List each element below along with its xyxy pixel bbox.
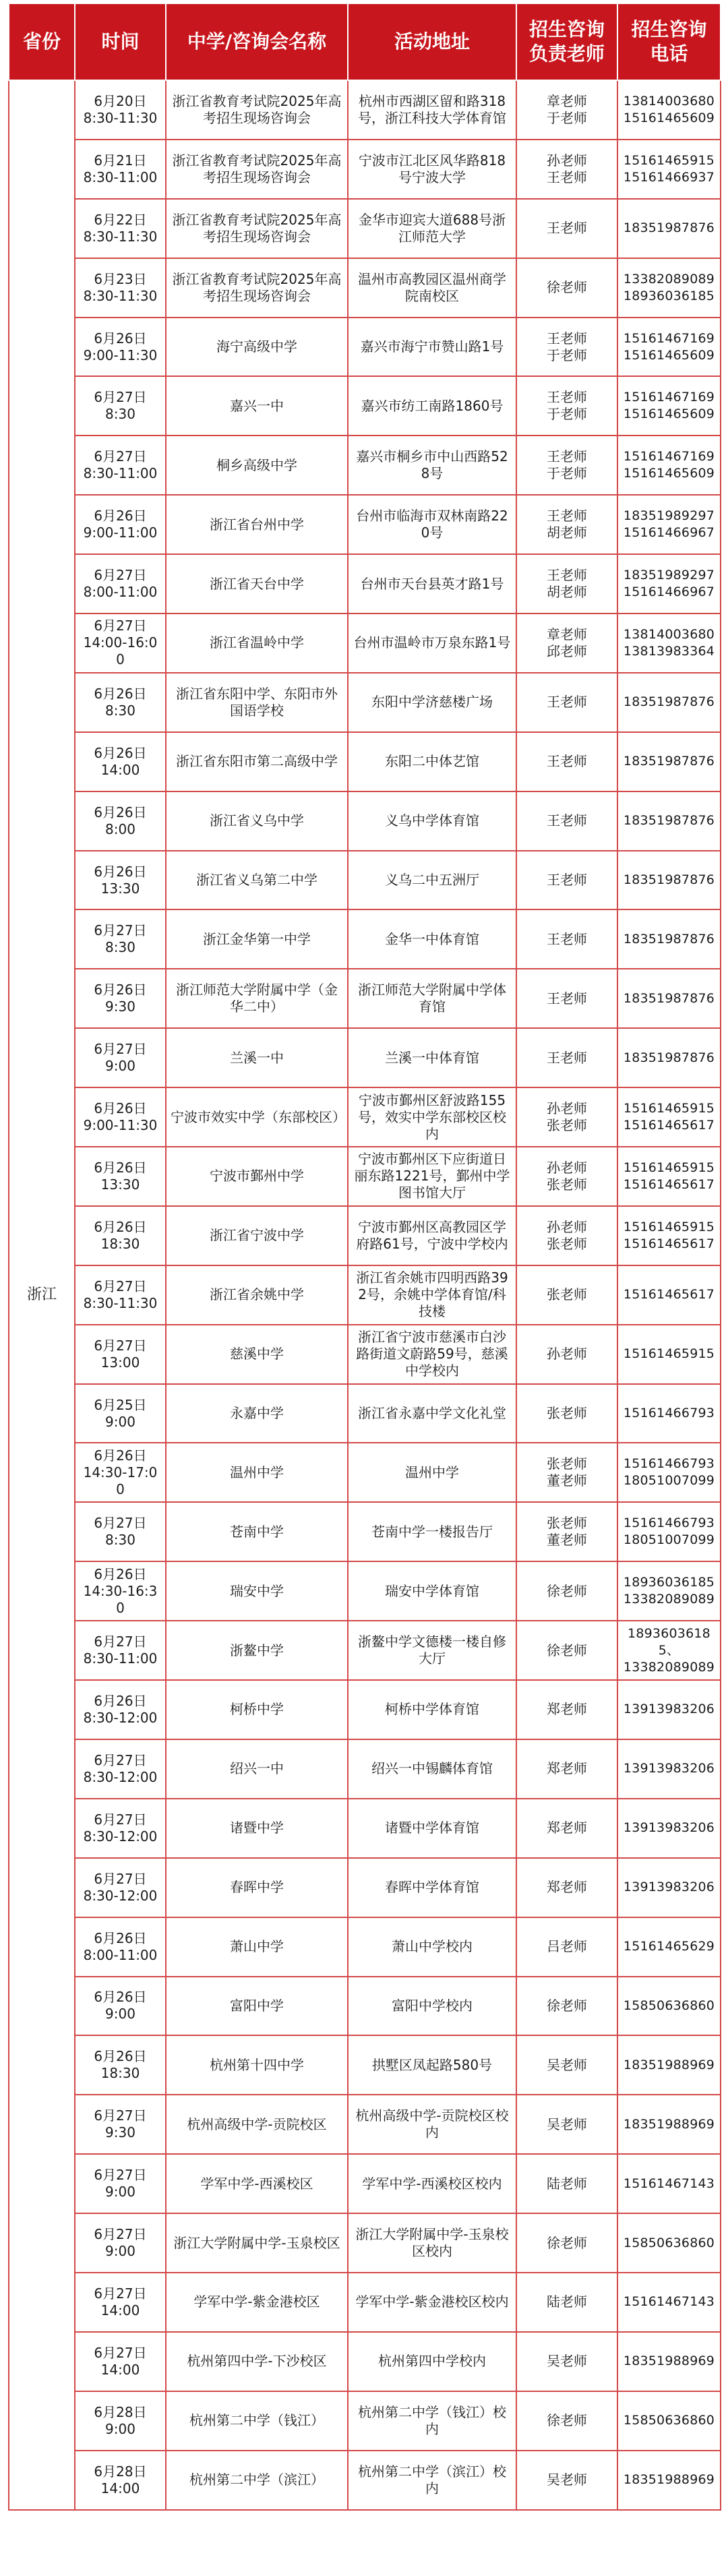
time-cell: 6月27日 8:30-12:00 bbox=[75, 1799, 166, 1858]
time-cell: 6月26日 18:30 bbox=[75, 2035, 166, 2095]
phone-cell: 15161465915 15161465617 bbox=[617, 1147, 721, 1206]
table-row bbox=[9, 613, 721, 673]
phone-cell: 15161466793 bbox=[617, 1384, 721, 1443]
address-cell: 学军中学-西溪校区校内 bbox=[348, 2154, 516, 2213]
teacher-cell: 吴老师 bbox=[516, 2332, 617, 2391]
teacher-cell: 王老师 bbox=[516, 969, 617, 1028]
phone-cell: 15161466793 18051007099 bbox=[617, 1502, 721, 1561]
address-cell: 浙江大学附属中学-玉泉校区校内 bbox=[348, 2213, 516, 2273]
school-cell: 杭州高级中学-贡院校区 bbox=[166, 2095, 348, 2154]
time-cell: 6月28日 9:00 bbox=[75, 2391, 166, 2451]
school-cell: 柯桥中学 bbox=[166, 1680, 348, 1739]
table-row bbox=[9, 2332, 721, 2391]
teacher-cell: 孙老师 张老师 bbox=[516, 1087, 617, 1147]
address-cell: 富阳中学校内 bbox=[348, 1977, 516, 2036]
table-row bbox=[9, 732, 721, 791]
phone-cell: 13382089089 18936036185 bbox=[617, 258, 721, 318]
table-row bbox=[9, 1443, 721, 1502]
phone-cell: 15161465915 bbox=[617, 1325, 721, 1384]
table-row bbox=[9, 2154, 721, 2213]
time-cell: 6月21日 8:30-11:00 bbox=[75, 140, 166, 199]
table-row bbox=[9, 2213, 721, 2273]
teacher-cell: 孙老师 张老师 bbox=[516, 1147, 617, 1206]
teacher-cell: 郑老师 bbox=[516, 1739, 617, 1799]
teacher-cell: 章老师 邱老师 bbox=[516, 613, 617, 673]
school-cell: 浙江省教育考试院2025年高考招生现场咨询会 bbox=[166, 80, 348, 140]
phone-cell: 18351988969 bbox=[617, 2035, 721, 2095]
time-cell: 6月26日 8:00-11:00 bbox=[75, 1917, 166, 1977]
address-cell: 浙江省宁波市慈溪市白沙路街道文蔚路59号，慈溪中学校内 bbox=[348, 1325, 516, 1384]
time-cell: 6月27日 9:30 bbox=[75, 2095, 166, 2154]
teacher-cell: 张老师 bbox=[516, 1384, 617, 1443]
phone-cell: 18351988969 bbox=[617, 2332, 721, 2391]
address-cell: 义乌中学体育馆 bbox=[348, 791, 516, 851]
phone-cell: 15161467169 15161465609 bbox=[617, 318, 721, 377]
table-row bbox=[9, 554, 721, 613]
time-cell: 6月28日 14:00 bbox=[75, 2451, 166, 2510]
header-address: 活动地址 bbox=[348, 3, 516, 80]
phone-cell: 13913983206 bbox=[617, 1739, 721, 1799]
teacher-cell: 张老师 董老师 bbox=[516, 1443, 617, 1502]
table-row bbox=[9, 318, 721, 377]
school-cell: 永嘉中学 bbox=[166, 1384, 348, 1443]
table-row bbox=[9, 1087, 721, 1147]
teacher-cell: 王老师 bbox=[516, 732, 617, 791]
time-cell: 6月27日 8:30 bbox=[75, 1502, 166, 1561]
school-cell: 宁波市鄞州中学 bbox=[166, 1147, 348, 1206]
school-cell: 杭州第四中学-下沙校区 bbox=[166, 2332, 348, 2391]
time-cell: 6月27日 14:00-16:00 bbox=[75, 613, 166, 673]
phone-cell: 13814003680 13813983364 bbox=[617, 613, 721, 673]
address-cell: 浙江省永嘉中学文化礼堂 bbox=[348, 1384, 516, 1443]
address-cell: 杭州第二中学（滨江）校内 bbox=[348, 2451, 516, 2510]
table-row bbox=[9, 258, 721, 318]
header-time: 时间 bbox=[75, 3, 166, 80]
table-row bbox=[9, 1739, 721, 1799]
address-cell: 春晖中学体育馆 bbox=[348, 1858, 516, 1917]
phone-cell: 15161465629 bbox=[617, 1917, 721, 1977]
address-cell: 宁波市江北区风华路818号宁波大学 bbox=[348, 140, 516, 199]
table-row bbox=[9, 199, 721, 258]
time-cell: 6月26日 14:00 bbox=[75, 732, 166, 791]
teacher-cell: 王老师 于老师 bbox=[516, 436, 617, 495]
teacher-cell: 王老师 于老师 bbox=[516, 376, 617, 436]
address-cell: 杭州第二中学（钱江）校内 bbox=[348, 2391, 516, 2451]
phone-cell: 13814003680 15161465609 bbox=[617, 80, 721, 140]
school-cell: 绍兴一中 bbox=[166, 1739, 348, 1799]
school-cell: 浙江大学附属中学-玉泉校区 bbox=[166, 2213, 348, 2273]
teacher-cell: 陆老师 bbox=[516, 2273, 617, 2332]
table-row bbox=[9, 2095, 721, 2154]
address-cell: 温州市高教园区温州商学院南校区 bbox=[348, 258, 516, 318]
table-header-row bbox=[9, 3, 721, 80]
school-cell: 杭州第十四中学 bbox=[166, 2035, 348, 2095]
school-cell: 浙江省东阳市第二高级中学 bbox=[166, 732, 348, 791]
school-cell: 学军中学-西溪校区 bbox=[166, 2154, 348, 2213]
time-cell: 6月26日 9:00-11:30 bbox=[75, 1087, 166, 1147]
teacher-cell: 王老师 bbox=[516, 791, 617, 851]
time-cell: 6月26日 13:30 bbox=[75, 1147, 166, 1206]
address-cell: 杭州高级中学-贡院校区校内 bbox=[348, 2095, 516, 2154]
teacher-cell: 王老师 bbox=[516, 199, 617, 258]
teacher-cell: 孙老师 张老师 bbox=[516, 1206, 617, 1265]
table-row bbox=[9, 851, 721, 910]
teacher-cell: 徐老师 bbox=[516, 2391, 617, 2451]
time-cell: 6月27日 8:30-11:30 bbox=[75, 1265, 166, 1325]
teacher-cell: 王老师 bbox=[516, 909, 617, 969]
phone-cell: 18936036185 13382089089 bbox=[617, 1561, 721, 1621]
time-cell: 6月26日 8:30 bbox=[75, 673, 166, 732]
table-body bbox=[9, 80, 721, 2510]
address-cell: 兰溪一中体育馆 bbox=[348, 1028, 516, 1087]
table-row bbox=[9, 1206, 721, 1265]
phone-cell: 13913983206 bbox=[617, 1858, 721, 1917]
phone-cell: 18351987876 bbox=[617, 199, 721, 258]
address-cell: 义乌二中五洲厅 bbox=[348, 851, 516, 910]
time-cell: 6月26日 14:30-17:00 bbox=[75, 1443, 166, 1502]
time-cell: 6月27日 9:00 bbox=[75, 1028, 166, 1087]
teacher-cell: 徐老师 bbox=[516, 1561, 617, 1621]
school-cell: 浙江金华第一中学 bbox=[166, 909, 348, 969]
school-cell: 浙江省宁波中学 bbox=[166, 1206, 348, 1265]
table-row bbox=[9, 1147, 721, 1206]
school-cell: 杭州第二中学（滨江） bbox=[166, 2451, 348, 2510]
teacher-cell: 张老师 董老师 bbox=[516, 1502, 617, 1561]
address-cell: 杭州第四中学校内 bbox=[348, 2332, 516, 2391]
phone-cell: 18936036185、 13382089089 bbox=[617, 1621, 721, 1680]
table-row bbox=[9, 909, 721, 969]
table-row bbox=[9, 1561, 721, 1621]
table-row bbox=[9, 1680, 721, 1739]
phone-cell: 15850636860 bbox=[617, 1977, 721, 2036]
table-row bbox=[9, 1858, 721, 1917]
teacher-cell: 徐老师 bbox=[516, 1621, 617, 1680]
table-row bbox=[9, 1977, 721, 2036]
school-cell: 浙江省温岭中学 bbox=[166, 613, 348, 673]
address-cell: 嘉兴市桐乡市中山西路528号 bbox=[348, 436, 516, 495]
table-row bbox=[9, 140, 721, 199]
teacher-cell: 吕老师 bbox=[516, 1917, 617, 1977]
teacher-cell: 吴老师 bbox=[516, 2095, 617, 2154]
time-cell: 6月22日 8:30-11:30 bbox=[75, 199, 166, 258]
phone-cell: 18351987876 bbox=[617, 851, 721, 910]
teacher-cell: 孙老师 王老师 bbox=[516, 140, 617, 199]
phone-cell: 15161465617 bbox=[617, 1265, 721, 1325]
address-cell: 瑞安中学体育馆 bbox=[348, 1561, 516, 1621]
header-province: 省份 bbox=[9, 3, 75, 80]
table-row bbox=[9, 2451, 721, 2510]
time-cell: 6月20日 8:30-11:30 bbox=[75, 80, 166, 140]
teacher-cell: 徐老师 bbox=[516, 258, 617, 318]
phone-cell: 18351987876 bbox=[617, 791, 721, 851]
address-cell: 金华市迎宾大道688号浙江师范大学 bbox=[348, 199, 516, 258]
phone-cell: 18351988969 bbox=[617, 2451, 721, 2510]
school-cell: 富阳中学 bbox=[166, 1977, 348, 2036]
address-cell: 诸暨中学体育馆 bbox=[348, 1799, 516, 1858]
teacher-cell: 郑老师 bbox=[516, 1799, 617, 1858]
teacher-cell: 郑老师 bbox=[516, 1858, 617, 1917]
address-cell: 浙江师范大学附属中学体育馆 bbox=[348, 969, 516, 1028]
school-cell: 浙江省东阳中学、东阳市外国语学校 bbox=[166, 673, 348, 732]
time-cell: 6月27日 8:30-11:00 bbox=[75, 436, 166, 495]
table-row bbox=[9, 1502, 721, 1561]
time-cell: 6月26日 13:30 bbox=[75, 851, 166, 910]
table-row bbox=[9, 1384, 721, 1443]
time-cell: 6月27日 8:30 bbox=[75, 909, 166, 969]
time-cell: 6月27日 14:00 bbox=[75, 2273, 166, 2332]
phone-cell: 15161465915 15161465617 bbox=[617, 1206, 721, 1265]
phone-cell: 15161467143 bbox=[617, 2154, 721, 2213]
phone-cell: 15161467169 15161465609 bbox=[617, 436, 721, 495]
phone-cell: 18351987876 bbox=[617, 1028, 721, 1087]
phone-cell: 15161465915 15161466937 bbox=[617, 140, 721, 199]
school-cell: 嘉兴一中 bbox=[166, 376, 348, 436]
address-cell: 台州市天台县英才路1号 bbox=[348, 554, 516, 613]
phone-cell: 15161466793 18051007099 bbox=[617, 1443, 721, 1502]
header-phone: 招生咨询 电话 bbox=[617, 3, 721, 80]
teacher-cell: 吴老师 bbox=[516, 2035, 617, 2095]
address-cell: 宁波市鄞州区下应街道日丽东路1221号，鄞州中学图书馆大厅 bbox=[348, 1147, 516, 1206]
address-cell: 拱墅区凤起路580号 bbox=[348, 2035, 516, 2095]
teacher-cell: 徐老师 bbox=[516, 1977, 617, 2036]
school-cell: 学军中学-紫金港校区 bbox=[166, 2273, 348, 2332]
table-row bbox=[9, 2391, 721, 2451]
time-cell: 6月27日 13:00 bbox=[75, 1325, 166, 1384]
time-cell: 6月27日 8:30-12:00 bbox=[75, 1739, 166, 1799]
time-cell: 6月27日 9:00 bbox=[75, 2154, 166, 2213]
address-cell: 宁波市鄞州区舒波路155号，效实中学东部校区校内 bbox=[348, 1087, 516, 1147]
teacher-cell: 张老师 bbox=[516, 1265, 617, 1325]
school-cell: 浙江省义乌中学 bbox=[166, 791, 348, 851]
address-cell: 金华一中体育馆 bbox=[348, 909, 516, 969]
time-cell: 6月27日 8:00-11:00 bbox=[75, 554, 166, 613]
time-cell: 6月27日 8:30 bbox=[75, 376, 166, 436]
address-cell: 嘉兴市纺工南路1860号 bbox=[348, 376, 516, 436]
table-row bbox=[9, 80, 721, 140]
phone-cell: 18351988969 bbox=[617, 2095, 721, 2154]
phone-cell: 15161467143 bbox=[617, 2273, 721, 2332]
table-row bbox=[9, 2035, 721, 2095]
time-cell: 6月27日 8:30-12:00 bbox=[75, 1858, 166, 1917]
phone-cell: 15850636860 bbox=[617, 2391, 721, 2451]
school-cell: 浙江省教育考试院2025年高考招生现场咨询会 bbox=[166, 140, 348, 199]
teacher-cell: 孙老师 bbox=[516, 1325, 617, 1384]
school-cell: 慈溪中学 bbox=[166, 1325, 348, 1384]
school-cell: 海宁高级中学 bbox=[166, 318, 348, 377]
table-row bbox=[9, 969, 721, 1028]
phone-cell: 18351989297 15161466967 bbox=[617, 495, 721, 554]
teacher-cell: 吴老师 bbox=[516, 2451, 617, 2510]
time-cell: 6月27日 8:30-11:00 bbox=[75, 1621, 166, 1680]
teacher-cell: 王老师 于老师 bbox=[516, 318, 617, 377]
address-cell: 柯桥中学体育馆 bbox=[348, 1680, 516, 1739]
teacher-cell: 王老师 bbox=[516, 1028, 617, 1087]
school-cell: 春晖中学 bbox=[166, 1858, 348, 1917]
time-cell: 6月25日 9:00 bbox=[75, 1384, 166, 1443]
phone-cell: 15850636860 bbox=[617, 2213, 721, 2273]
school-cell: 萧山中学 bbox=[166, 1917, 348, 1977]
table-row bbox=[9, 791, 721, 851]
table-row bbox=[9, 376, 721, 436]
header-teacher: 招生咨询 负责老师 bbox=[516, 3, 617, 80]
teacher-cell: 王老师 bbox=[516, 851, 617, 910]
school-cell: 杭州第二中学（钱江） bbox=[166, 2391, 348, 2451]
table-row bbox=[9, 1028, 721, 1087]
time-cell: 6月26日 14:30-16:30 bbox=[75, 1561, 166, 1621]
time-cell: 6月26日 18:30 bbox=[75, 1206, 166, 1265]
time-cell: 6月26日 9:00-11:30 bbox=[75, 318, 166, 377]
address-cell: 苍南中学一楼报告厅 bbox=[348, 1502, 516, 1561]
teacher-cell: 徐老师 bbox=[516, 2213, 617, 2273]
address-cell: 台州市温岭市万泉东路1号 bbox=[348, 613, 516, 673]
teacher-cell: 王老师 胡老师 bbox=[516, 495, 617, 554]
school-cell: 浙江师范大学附属中学（金华二中） bbox=[166, 969, 348, 1028]
province-cell: 浙江 bbox=[9, 80, 75, 2510]
school-cell: 浙江省教育考试院2025年高考招生现场咨询会 bbox=[166, 199, 348, 258]
time-cell: 6月26日 8:00 bbox=[75, 791, 166, 851]
schedule-table bbox=[8, 3, 721, 2511]
school-cell: 浙江省教育考试院2025年高考招生现场咨询会 bbox=[166, 258, 348, 318]
phone-cell: 13913983206 bbox=[617, 1680, 721, 1739]
address-cell: 温州中学 bbox=[348, 1443, 516, 1502]
time-cell: 6月23日 8:30-11:30 bbox=[75, 258, 166, 318]
time-cell: 6月26日 9:00-11:00 bbox=[75, 495, 166, 554]
time-cell: 6月26日 9:30 bbox=[75, 969, 166, 1028]
address-cell: 东阳二中体艺馆 bbox=[348, 732, 516, 791]
time-cell: 6月27日 9:00 bbox=[75, 2213, 166, 2273]
school-cell: 诸暨中学 bbox=[166, 1799, 348, 1858]
school-cell: 浙江省义乌第二中学 bbox=[166, 851, 348, 910]
address-cell: 台州市临海市双林南路220号 bbox=[348, 495, 516, 554]
phone-cell: 15161465915 15161465617 bbox=[617, 1087, 721, 1147]
address-cell: 宁波市鄞州区高教园区学府路61号，宁波中学校内 bbox=[348, 1206, 516, 1265]
address-cell: 萧山中学校内 bbox=[348, 1917, 516, 1977]
address-cell: 浙江省余姚市四明西路392号，余姚中学体育馆/科技楼 bbox=[348, 1265, 516, 1325]
table-row bbox=[9, 2273, 721, 2332]
teacher-cell: 章老师 于老师 bbox=[516, 80, 617, 140]
address-cell: 浙鳌中学文德楼一楼自修大厅 bbox=[348, 1621, 516, 1680]
phone-cell: 18351987876 bbox=[617, 732, 721, 791]
school-cell: 浙鳌中学 bbox=[166, 1621, 348, 1680]
time-cell: 6月26日 8:30-12:00 bbox=[75, 1680, 166, 1739]
school-cell: 桐乡高级中学 bbox=[166, 436, 348, 495]
address-cell: 绍兴一中锡麟体育馆 bbox=[348, 1739, 516, 1799]
phone-cell: 18351987876 bbox=[617, 909, 721, 969]
school-cell: 宁波市效实中学（东部校区） bbox=[166, 1087, 348, 1147]
table-row bbox=[9, 1621, 721, 1680]
table-row bbox=[9, 495, 721, 554]
address-cell: 嘉兴市海宁市赞山路1号 bbox=[348, 318, 516, 377]
time-cell: 6月26日 9:00 bbox=[75, 1977, 166, 2036]
teacher-cell: 王老师 胡老师 bbox=[516, 554, 617, 613]
schedule-document bbox=[8, 3, 720, 2511]
phone-cell: 13913983206 bbox=[617, 1799, 721, 1858]
time-cell: 6月27日 14:00 bbox=[75, 2332, 166, 2391]
address-cell: 东阳中学济慈楼广场 bbox=[348, 673, 516, 732]
address-cell: 杭州市西湖区留和路318号，浙江科技大学体育馆 bbox=[348, 80, 516, 140]
teacher-cell: 王老师 bbox=[516, 673, 617, 732]
address-cell: 学军中学-紫金港校区校内 bbox=[348, 2273, 516, 2332]
school-cell: 浙江省天台中学 bbox=[166, 554, 348, 613]
school-cell: 兰溪一中 bbox=[166, 1028, 348, 1087]
table-row bbox=[9, 1799, 721, 1858]
school-cell: 苍南中学 bbox=[166, 1502, 348, 1561]
school-cell: 瑞安中学 bbox=[166, 1561, 348, 1621]
phone-cell: 18351987876 bbox=[617, 673, 721, 732]
table-row bbox=[9, 673, 721, 732]
teacher-cell: 陆老师 bbox=[516, 2154, 617, 2213]
school-cell: 浙江省余姚中学 bbox=[166, 1265, 348, 1325]
table-row bbox=[9, 436, 721, 495]
school-cell: 浙江省台州中学 bbox=[166, 495, 348, 554]
table-row bbox=[9, 1265, 721, 1325]
teacher-cell: 郑老师 bbox=[516, 1680, 617, 1739]
phone-cell: 18351989297 15161466967 bbox=[617, 554, 721, 613]
phone-cell: 18351987876 bbox=[617, 969, 721, 1028]
school-cell: 温州中学 bbox=[166, 1443, 348, 1502]
header-school: 中学/咨询会名称 bbox=[166, 3, 348, 80]
table-row bbox=[9, 1917, 721, 1977]
phone-cell: 15161467169 15161465609 bbox=[617, 376, 721, 436]
table-row bbox=[9, 1325, 721, 1384]
